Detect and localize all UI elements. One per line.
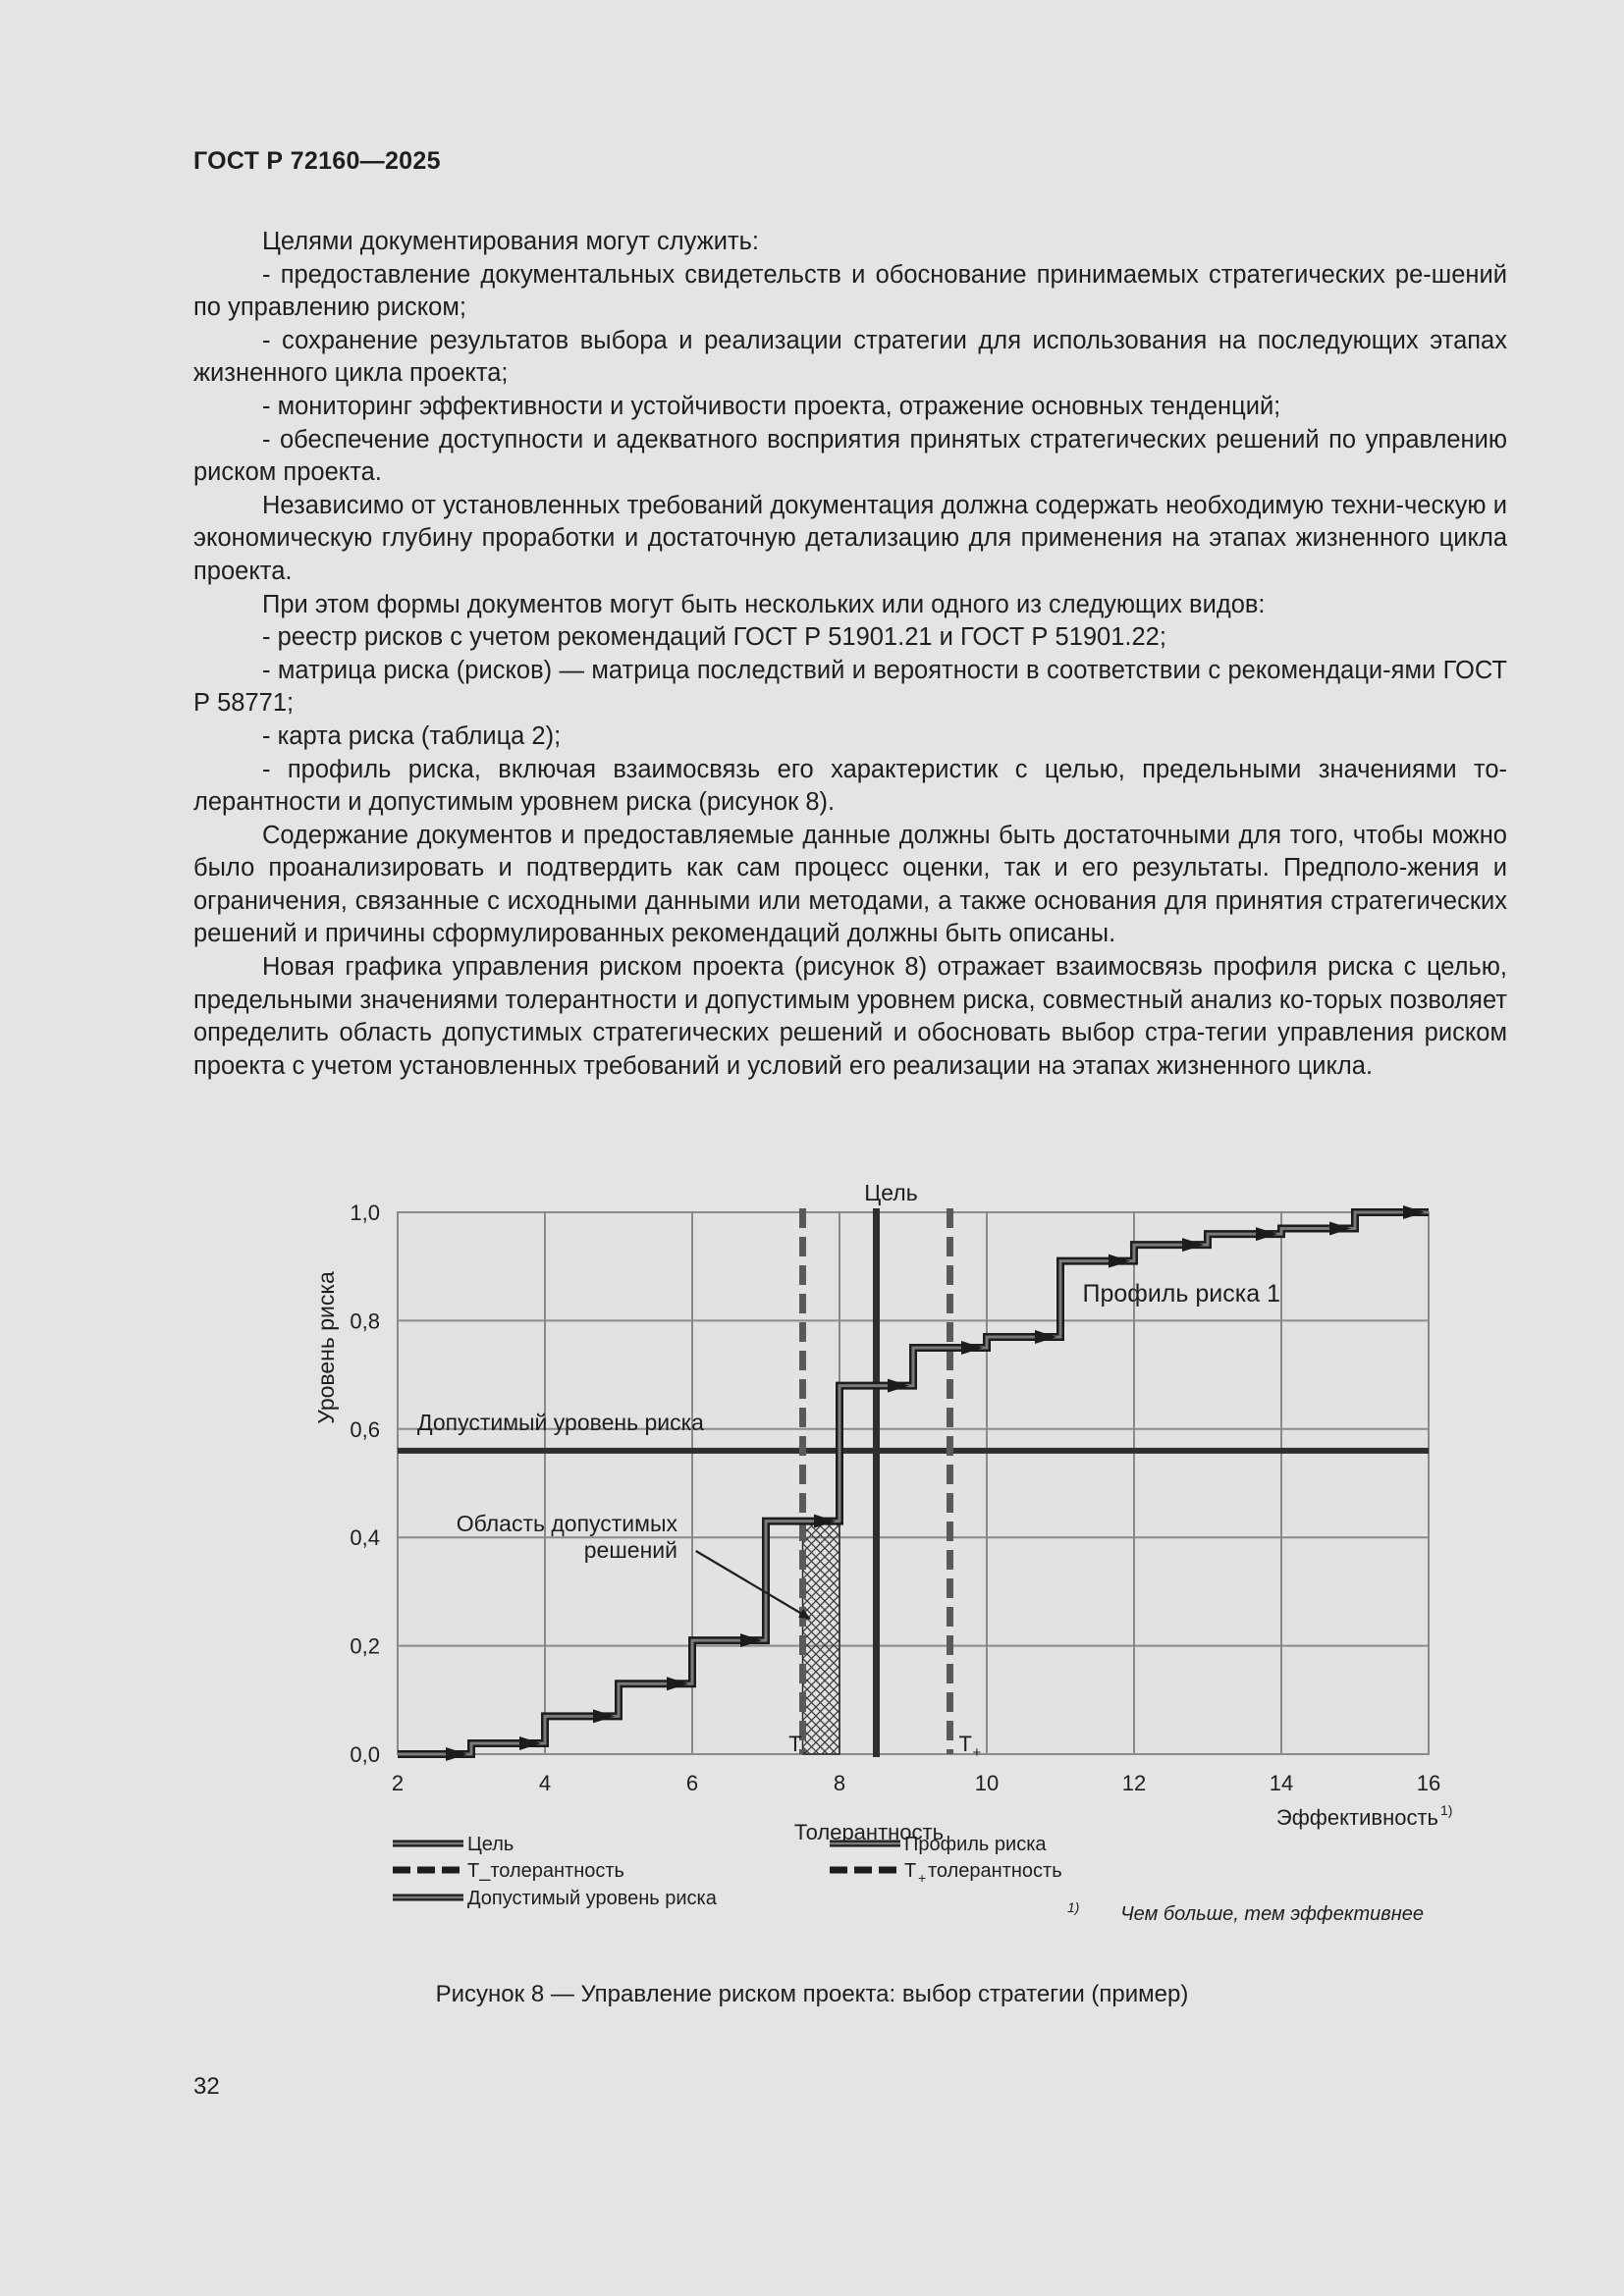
x-tick-label: 10 bbox=[974, 1771, 1000, 1795]
risk-profile-chart bbox=[295, 1168, 1473, 1944]
paragraph: - сохранение результатов выбора и реализации стратегии для использования на последующих этапах жизненного цикла проекта; bbox=[193, 326, 1507, 388]
paragraph: Независимо от установленных требований документация должна содержать необходимую техни-ческую и экономическую глубину проработки и достаточную детализацию для применения на этапах жизненного цикла проекта. bbox=[193, 491, 1507, 585]
paragraph: Целями документирования могут служить: bbox=[262, 228, 760, 255]
risk-profile-label: Профиль риска 1 bbox=[1082, 1279, 1280, 1308]
paragraph: - карта риска (таблица 2); bbox=[262, 721, 562, 750]
y-tick-label: 0,4 bbox=[350, 1525, 380, 1551]
paragraph: Содержание документов и предоставляемые данные должны быть достаточными для того, чтобы можно было проанализировать и подтвердить как сам процесс оценки, так и его результаты. Предполо-жения и ограничения, связанные с исходными данными или методами, а также основания для принятия стратегических решений и причины сформулированных рекомендаций должны быть описаны. bbox=[193, 821, 1507, 948]
x-tick-label: 16 bbox=[1416, 1771, 1441, 1795]
legend-label-tminus: T_толерантность bbox=[467, 1860, 624, 1882]
y-tick-label: 1,0 bbox=[350, 1201, 380, 1225]
paragraph: - обеспечение доступности и адекватного восприятия принятых стратегических решений по управлению риском проекта. bbox=[193, 425, 1507, 487]
tolerance-minus-label: T bbox=[788, 1732, 802, 1756]
acceptable-level-label: Допустимый уровень риска bbox=[417, 1409, 704, 1435]
paragraph: - мониторинг эффективности и устойчивости проекта, отражение основных тенденций; bbox=[262, 392, 1281, 420]
paragraph: - реестр рисков с учетом рекомендаций ГОСТ Р 51901.21 и ГОСТ Р 51901.22; bbox=[262, 623, 1166, 652]
x-tick-label: 12 bbox=[1121, 1771, 1147, 1795]
paragraph: При этом формы документов могут быть нескольких или одного из следующих видов: bbox=[262, 590, 1266, 618]
target-label: Цель bbox=[864, 1180, 918, 1205]
body-text bbox=[193, 226, 1507, 1083]
paragraph: - профиль риска, включая взаимосвязь его характеристик с целью, предельными значениями то-лерантности и допустимым уровнем риска (рисунок 8). bbox=[193, 755, 1507, 817]
y-tick-label: 0,8 bbox=[350, 1308, 380, 1334]
y-tick-label: 0,6 bbox=[350, 1416, 380, 1442]
paragraph: - предоставление документальных свидетельств и обоснование принимаемых стратегических ре-шений по управлению риском; bbox=[193, 260, 1507, 322]
feasible-region-label: Область допустимых bbox=[456, 1511, 677, 1537]
legend-label-subscript: + bbox=[918, 1870, 927, 1886]
legend-label-suffix: толерантность bbox=[928, 1860, 1062, 1882]
footnote: Чем больше, тем эффективнее bbox=[1120, 1903, 1424, 1925]
paragraph: - матрица риска (рисков) — матрица последствий и вероятности в соответствии с рекомендаци-ями ГОСТ Р 58771; bbox=[193, 656, 1507, 718]
tolerance-plus-subscript: + bbox=[972, 1744, 982, 1761]
legend-label-tplus: T bbox=[904, 1860, 917, 1882]
x-tick-label: 6 bbox=[685, 1771, 699, 1795]
x-tick-label: 14 bbox=[1269, 1771, 1294, 1795]
legend-label-profile: Профиль риска bbox=[904, 1834, 1047, 1855]
document-code: ГОСТ Р 72160—2025 bbox=[193, 147, 441, 175]
x-tick-label: 2 bbox=[391, 1771, 405, 1795]
footnote-mark: 1) bbox=[1067, 1899, 1080, 1915]
legend-label-goal: Цель bbox=[467, 1834, 514, 1855]
x-axis-label: Эффективность bbox=[1275, 1805, 1438, 1830]
y-tick-label: 0,0 bbox=[350, 1742, 380, 1767]
tolerance-axis-label: Толерантность bbox=[793, 1820, 945, 1844]
figure-risk-strategy bbox=[295, 1168, 1473, 1944]
x-tick-label: 4 bbox=[538, 1771, 552, 1795]
page-number: 32 bbox=[193, 2073, 220, 2100]
feasible-region-label: решений bbox=[583, 1537, 677, 1564]
x-axis-label-superscript: 1) bbox=[1440, 1802, 1453, 1818]
feasible-region bbox=[803, 1522, 840, 1754]
y-tick-label: 0,2 bbox=[350, 1633, 380, 1659]
paragraph: Новая графика управления риском проекта (рисунок 8) отражает взаимосвязь профиля риска с целью, предельными значениями толерантности и допустимым уровнем риска, совместный анализ ко-торых позволяет определить область допустимых стратегических решений и обосновать выбор стра-тегии управления риском проекта с учетом установленных требований и условий его реализации на этапах жизненного цикла. bbox=[193, 953, 1507, 1080]
figure-caption: Рисунок 8 — Управление риском проекта: выбор стратегии (пример) bbox=[435, 1981, 1189, 2007]
legend-label-level: Допустимый уровень риска bbox=[467, 1888, 717, 1909]
x-tick-label: 8 bbox=[833, 1771, 846, 1795]
tolerance-plus-label: T bbox=[958, 1732, 972, 1756]
y-axis-label: Уровень риска bbox=[313, 1271, 339, 1424]
tolerance-minus-subscript: - bbox=[802, 1744, 808, 1761]
